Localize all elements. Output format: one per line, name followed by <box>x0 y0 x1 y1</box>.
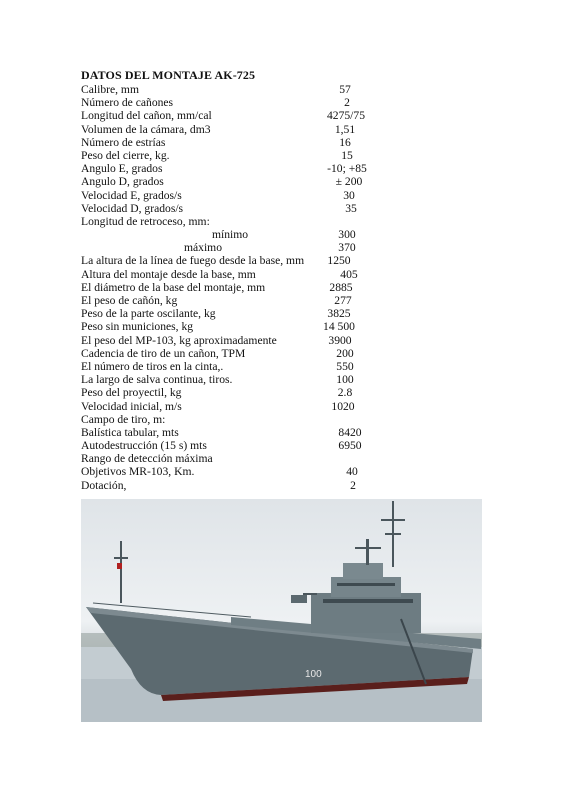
spec-row <box>81 96 381 109</box>
spec-label: Campo de tiro, m: <box>81 412 166 426</box>
spec-label: Longitud del cañon, mm/cal <box>81 109 212 123</box>
spec-label: Número de estrías <box>81 135 166 149</box>
spec-value: 3900 <box>328 333 352 347</box>
spec-value: 3825 <box>327 307 351 321</box>
spec-row <box>81 254 381 267</box>
spec-label: Altura del montaje desde la base, mm <box>81 267 256 281</box>
spec-label: Velocidad inicial, m/s <box>81 399 182 413</box>
spec-value: 2 <box>344 96 350 110</box>
spec-row <box>81 347 381 360</box>
spec-row <box>81 386 381 399</box>
spec-label: máximo <box>184 241 222 255</box>
spec-row <box>81 294 381 307</box>
spec-value: 2.8 <box>337 386 353 400</box>
spec-label: El diámetro de la base del montaje, mm <box>81 280 266 294</box>
spec-label: Velocidad E, grados/s <box>81 188 182 202</box>
spec-value: 1250 <box>327 254 351 268</box>
spec-label: El peso del MP-103, kg aproximadamente <box>81 333 277 347</box>
spec-row <box>81 413 381 426</box>
spec-label: Longitud de retroceso, mm: <box>81 214 210 228</box>
spec-label: Balística tabular, mts <box>81 425 179 439</box>
spec-row <box>81 360 381 373</box>
spec-label: Volumen de la cámara, dm3 <box>81 122 211 136</box>
spec-row <box>81 136 381 149</box>
ship-photo <box>81 499 482 722</box>
spec-row <box>81 215 381 228</box>
spec-row <box>81 83 381 96</box>
spec-label: Número de cañones <box>81 96 174 110</box>
spec-row <box>81 320 381 333</box>
spec-label: Peso del cierre, kg. <box>81 148 170 162</box>
spec-label: El peso de cañón, kg <box>81 294 178 307</box>
spec-row <box>81 465 381 478</box>
spec-value: 300 <box>338 228 356 242</box>
spec-label: Rango de detección máxima <box>81 452 213 466</box>
spec-row <box>81 109 381 122</box>
spec-label: Autodestrucción (15 s) mts <box>81 439 207 453</box>
spec-value: 2 <box>350 478 356 492</box>
spec-value: 277 <box>334 294 352 307</box>
spec-row <box>81 162 381 175</box>
spec-value: 370 <box>338 241 356 255</box>
spec-value: 1,51 <box>334 122 356 136</box>
spec-value: 57 <box>339 83 351 96</box>
spec-label: Peso de la parte oscilante, kg <box>81 307 216 321</box>
spec-row <box>81 202 381 215</box>
spec-label: Calibre, mm <box>81 83 139 96</box>
spec-row <box>81 439 381 452</box>
spec-row <box>81 452 381 465</box>
spec-label: Dotación, <box>81 478 127 492</box>
spec-label: Angulo E, grados <box>81 162 163 176</box>
spec-label: Objetivos MR-103, Km. <box>81 465 195 479</box>
spec-value: 40 <box>346 465 358 479</box>
spec-value: 1020 <box>331 399 355 413</box>
spec-value: ± 200 <box>335 175 363 189</box>
spec-label: Velocidad D, grados/s <box>81 201 184 215</box>
spec-value: 4275/75 <box>326 109 365 123</box>
spec-row <box>81 149 381 162</box>
spec-row <box>81 241 381 254</box>
spec-row <box>81 334 381 347</box>
ship-illustration <box>81 499 482 722</box>
spec-value: 6950 <box>338 439 362 453</box>
spec-row <box>81 175 381 188</box>
spec-value: 14 500 <box>323 320 355 334</box>
hull-number: 100 <box>305 669 322 680</box>
spec-row <box>81 307 381 320</box>
spec-row <box>81 189 381 202</box>
spec-row <box>81 123 381 136</box>
spec-label: La altura de la línea de fuego desde la base, mm <box>81 254 305 268</box>
spec-label: La largo de salva continua, tiros. <box>81 373 233 387</box>
spec-value: 100 <box>336 373 354 387</box>
spec-value: 8420 <box>338 425 362 439</box>
spec-label: Peso sin municiones, kg <box>81 320 194 334</box>
spec-value: 550 <box>336 359 354 373</box>
spec-row <box>81 373 381 386</box>
spec-row <box>81 281 381 294</box>
spec-value: 15 <box>341 148 353 162</box>
spec-list <box>81 83 381 492</box>
spec-row <box>81 400 381 413</box>
spec-label: Peso del proyectil, kg <box>81 386 182 400</box>
spec-row <box>81 479 381 492</box>
spec-row <box>81 426 381 439</box>
spec-label: El número de tiros en la cinta,. <box>81 359 224 373</box>
spec-value: 200 <box>336 346 354 360</box>
spec-value: 2885 <box>329 280 353 294</box>
page-title: DATOS DEL MONTAJE AK-725 <box>81 68 256 82</box>
spec-label: Angulo D, grados <box>81 175 164 189</box>
spec-value: 405 <box>340 267 358 281</box>
spec-label: Cadencia de tiro de un cañon, TPM <box>81 346 246 360</box>
spec-row <box>81 268 381 281</box>
spec-row <box>81 228 381 241</box>
spec-value: 30 <box>343 188 355 202</box>
spec-value: 35 <box>345 201 357 215</box>
spec-value: -10; +85 <box>327 162 367 176</box>
spec-label: mínimo <box>212 228 249 242</box>
spec-value: 16 <box>339 135 351 149</box>
